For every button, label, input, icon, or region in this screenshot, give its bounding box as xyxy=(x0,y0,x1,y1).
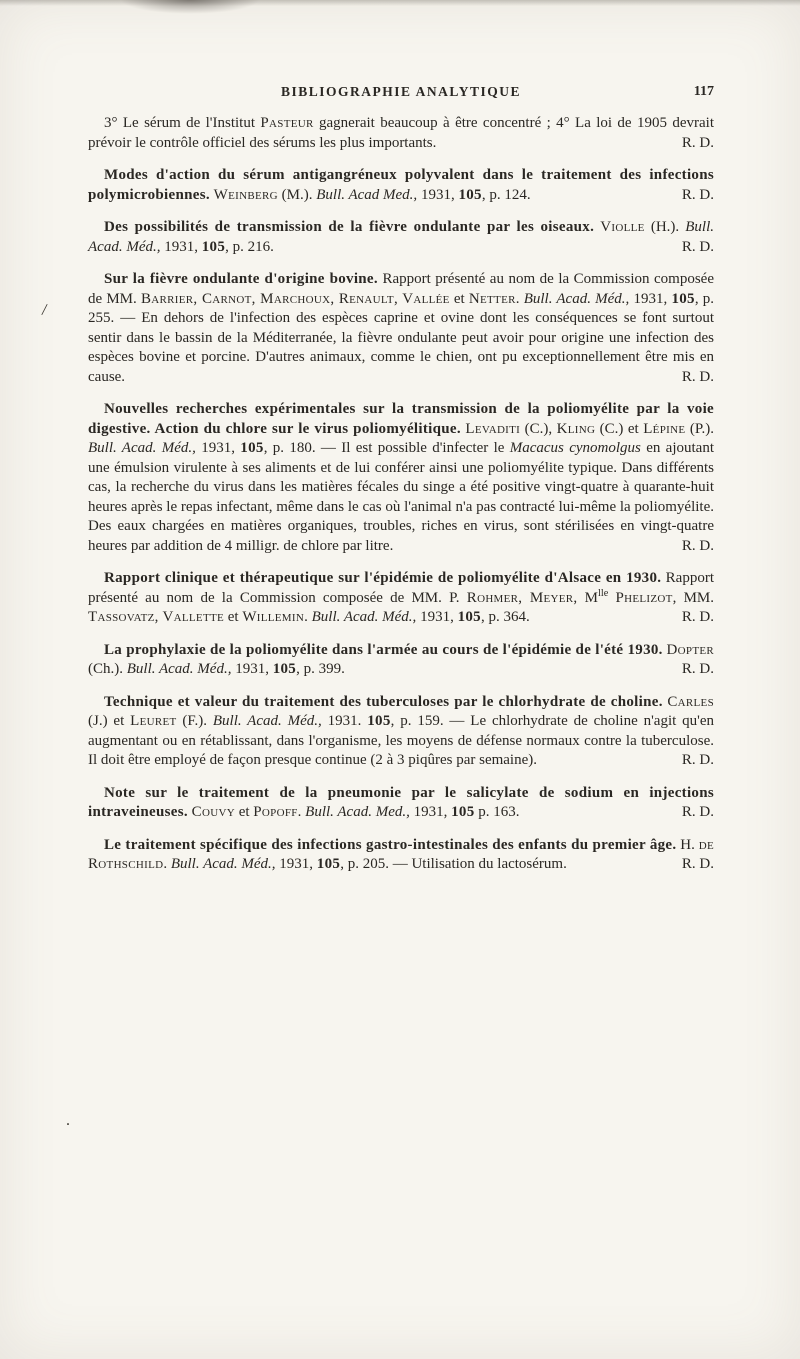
entry-text-normal: , p. 205. — Utilisation du lactosérum. xyxy=(340,856,567,872)
entry-text-italic: Bull. Acad. Méd., xyxy=(523,290,630,307)
entry-text-normal: , p. 124. xyxy=(481,186,531,203)
margin-slash-mark: / xyxy=(40,299,49,320)
bibliography-entry xyxy=(88,641,714,680)
entry-text-normal: , MM. xyxy=(672,589,714,606)
entry-text-normal: p. 163. xyxy=(474,804,520,820)
entry-text-smallcaps: Netter xyxy=(468,290,516,307)
entry-text-smallcaps: de Rothschild xyxy=(88,836,714,872)
entry-text-bold: Technique et valeur du traitement des tuberculoses par le chlorhydrate de choline. xyxy=(104,693,663,710)
entry-text-normal: (C.) et xyxy=(595,420,644,437)
entry-text-smallcaps: Willemin xyxy=(242,609,305,625)
entry-text-normal: 1931, xyxy=(160,238,202,255)
entry-signature: R. D. xyxy=(681,238,714,255)
bibliography-entry xyxy=(88,400,714,556)
entry-text-smallcaps: Lépine xyxy=(643,420,686,437)
margin-dot-mark: . xyxy=(66,1112,70,1129)
entry-text-normal: et xyxy=(224,609,243,625)
entry-signature: R. D. xyxy=(681,134,714,151)
entries xyxy=(88,114,714,888)
entry-text-normal: (F.). xyxy=(176,713,213,729)
entry-text-normal: et xyxy=(449,290,469,307)
entry-text-bold: 105 xyxy=(458,186,482,203)
entry-text-normal: . xyxy=(515,290,524,307)
entry-text-italic: Bull. Acad. Méd., xyxy=(311,609,417,625)
bibliography-entry xyxy=(88,218,714,257)
bibliography-entry xyxy=(88,784,714,823)
entry-text-smallcaps: Popoff xyxy=(253,804,298,820)
entry-text-normal: H. xyxy=(676,836,699,853)
entry-text-bold: 105 xyxy=(457,609,481,625)
entry-text-normal: (P.). xyxy=(685,420,715,437)
entry-text-smallcaps: Dopter xyxy=(666,641,715,658)
bibliography-entry xyxy=(88,693,714,771)
entry-text-normal: gagnerait beaucoup à être concentré ; 4° La loi de 1905 devrait prévoir le contrôle officiel des sérums les plus importants. xyxy=(88,115,714,151)
entry-text-sup: lle xyxy=(598,587,609,599)
scan-smudge-artifact xyxy=(120,0,260,14)
entry-text-bold: 105 xyxy=(201,238,226,255)
entry-text-normal: (Ch.). xyxy=(88,661,127,677)
entry-text-normal: 3° Le sérum de l'Institut xyxy=(104,115,261,131)
entry-text-italic: Bull. Acad. Med., xyxy=(305,804,410,820)
bibliography-entry xyxy=(88,166,714,205)
entry-text-normal: 1931, xyxy=(275,856,317,872)
running-header-title: BIBLIOGRAPHIE ANALYTIQUE xyxy=(281,84,521,99)
entry-signature: R. D. xyxy=(681,661,714,677)
entry-text-normal: 1931, xyxy=(195,440,241,456)
entry-text-normal: M xyxy=(577,589,599,606)
entry-text-normal: 1931, xyxy=(231,661,273,677)
entry-text-smallcaps: Kling xyxy=(556,420,596,437)
entry-text-smallcaps: Tassovatz, Vallette xyxy=(88,609,224,625)
entry-text-smallcaps: Barrier, Carnot, Marchoux, Renault, Vallée xyxy=(140,290,450,307)
entry-signature: R. D. xyxy=(681,752,714,768)
entry-signature: R. D. xyxy=(681,368,714,385)
entry-text-smallcaps: Rohmer, Meyer, xyxy=(466,589,578,606)
entry-text-smallcaps: Pasteur xyxy=(260,115,314,131)
entry-text-normal: Rapport présenté au nom de la Commission composée de MM. xyxy=(88,271,714,307)
entry-signature: R. D. xyxy=(681,804,714,820)
entry-signature: R. D. xyxy=(681,186,714,203)
entry-text-bold: 105 xyxy=(272,661,297,677)
entry-text-normal: , p. 216. xyxy=(225,238,274,255)
entry-text-italic: Bull. Acad. Méd., xyxy=(170,856,276,872)
bibliography-entry xyxy=(88,836,714,875)
entry-text-italic: Bull. Acad. Méd., xyxy=(126,661,232,677)
entry-text-bold: Modes d'action du sérum antigangréneux polyvalent dans le traitement des infections polymicrobiennes. xyxy=(88,167,714,203)
entry-text-italic: Bull. Acad. Méd., xyxy=(212,713,322,729)
entry-text-bold: Des possibilités de transmission de la fièvre ondulante par les oiseaux. xyxy=(104,219,595,235)
entry-text-italic: Macacus cynomolgus xyxy=(509,440,641,456)
entry-text-bold: La prophylaxie de la poliomyélite dans l'armée au cours de l'épidémie de l'été 1930. xyxy=(104,641,663,658)
entry-text-smallcaps: Weinberg xyxy=(213,186,278,203)
entry-text-normal: . xyxy=(304,609,312,625)
entry-text-normal: 1931, xyxy=(416,609,458,625)
entry-text-bold: Sur la fièvre ondulante d'origine bovine. xyxy=(104,271,378,287)
entry-signature: R. D. xyxy=(681,856,714,872)
bibliography-entry xyxy=(88,270,714,387)
page-number: 117 xyxy=(693,84,714,99)
entry-text-bold: Le traitement spécifique des infections gastro-intestinales des enfants du premier âge. xyxy=(104,836,677,853)
entry-text-normal: , p. 399. xyxy=(296,661,345,677)
entry-text-bold: 105 xyxy=(451,804,475,820)
entry-signature: R. D. xyxy=(681,537,714,554)
entry-text-normal: 1931, xyxy=(409,804,452,820)
entry-text-normal: (C.), xyxy=(520,420,557,437)
entry-text-normal: 1931. xyxy=(321,713,368,729)
entry-text-italic: Bull. Acad. Méd., xyxy=(88,219,715,255)
entry-text-normal: . xyxy=(297,804,306,820)
entry-text-smallcaps: Carles xyxy=(667,693,714,710)
entry-text-normal: (H.). xyxy=(644,219,686,235)
entry-text-normal: 1931, xyxy=(629,290,672,307)
entry-text-bold: Nouvelles recherches expérimentales sur la transmission de la poliomyélite par la voie digestive. Action du chlore sur le virus poliomyélitique. xyxy=(88,401,714,437)
entry-text-normal: (J.) et xyxy=(88,713,131,729)
entry-text-italic: Bull. Acad Med., xyxy=(316,186,418,203)
entry-text-normal: en ajoutant une émulsion virulente à ses aliments et de lui conférer ainsi une poliomyélite typique. Dans différents cas, la recherche du virus dans les matières fécales du singe a été positive vingt-quatre à quarante-huit heures après le repas infectant, même dans le cas où l'animal n'a pas contracté lui-même la poliomyélite. Des eaux chargées en matières organiques, troubles, riches en virus, sont stérilisées en vingt-quatre heures par addition de 4 milligr. de chlore par litre. xyxy=(88,440,714,554)
entry-text-normal: et xyxy=(234,804,254,820)
entry-text-bold: Rapport clinique et thérapeutique sur l'épidémie de poliomyélite d'Alsace en 1930. xyxy=(104,570,662,586)
entry-text-normal: 1931, xyxy=(417,186,459,203)
entry-text-normal: , p. 364. xyxy=(480,609,530,625)
entry-text-bold: 105 xyxy=(316,856,341,872)
bibliography-entry xyxy=(88,569,714,628)
entry-text-normal: , p. 255. — En dehors de l'infection des espèces caprine et ovine dont les conséquences se font surtout sentir dans le bassin de la Méditerranée, la fièvre ondulante peut avoir pour origine une infection des espèces bovine et porcine. D'autres animaux, comme le chien, ont pu exceptionnellement être mis en cause. xyxy=(88,290,715,385)
entry-text-smallcaps: Violle xyxy=(600,219,645,235)
running-header xyxy=(88,84,714,104)
entry-text-normal: , p. 159. — Le chlorhydrate de choline n'agit qu'en augmentant ou en rétablissant, dans l'organisme, les moyens de défense normaux contre la tuberculose. Il doit être employé de façon presque continue (2 à 3 piqûres par semaine). xyxy=(88,713,715,768)
entry-text-smallcaps: Phelizot xyxy=(615,589,673,606)
entry-text-normal: Rapport présenté au nom de la Commission composée de MM. P. xyxy=(88,570,714,606)
entry-text-normal: . xyxy=(163,856,171,872)
entry-text-bold: 105 xyxy=(240,440,264,456)
entry-text-smallcaps: Leuret xyxy=(130,713,177,729)
entry-text-bold: Note sur le traitement de la pneumonie par le salicylate de sodium en injections intraveineuses. xyxy=(88,784,714,820)
entry-text-normal: , p. 180. — Il est possible d'infecter le xyxy=(263,440,510,456)
bibliography-entry xyxy=(88,114,714,153)
entry-text-bold: 105 xyxy=(671,290,695,307)
entry-signature: R. D. xyxy=(681,609,714,625)
entry-text-italic: Bull. Acad. Méd., xyxy=(88,440,196,456)
entry-text-smallcaps: Levaditi xyxy=(465,420,521,437)
entry-text-smallcaps: Couvy xyxy=(191,804,235,820)
entry-text-bold: 105 xyxy=(367,713,391,729)
entry-text-normal: (M.). xyxy=(277,186,317,203)
